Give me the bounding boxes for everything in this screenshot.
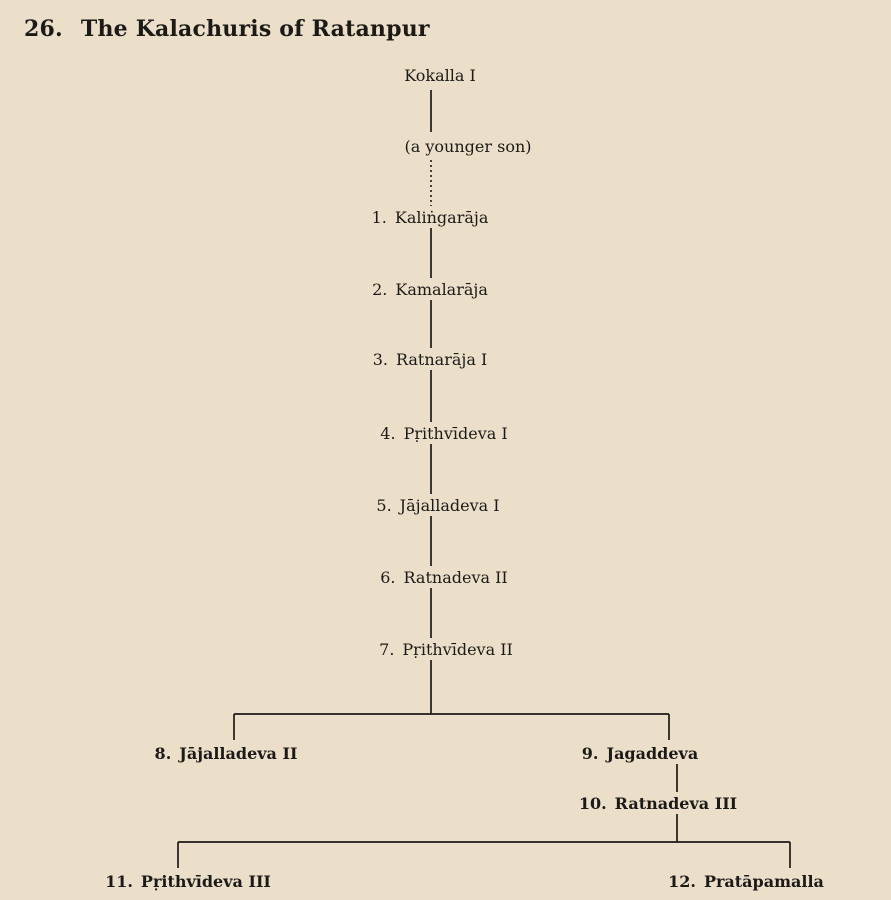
node-name: Ratnarāja I (395, 350, 488, 369)
node-name: Kokalla I (404, 66, 476, 85)
node-8-jajalladeva-ii (155, 744, 298, 764)
node-index: 7. (379, 640, 395, 659)
node-4-prithvideva-i (380, 424, 507, 444)
node-name: (a younger son) (404, 137, 532, 156)
node-7-prithvideva-ii (379, 640, 513, 660)
node-index: 6. (380, 568, 396, 587)
node-name: Jājalladeva I (399, 496, 500, 515)
node-index: 4. (380, 424, 396, 443)
node-name: Ratnadeva II (403, 568, 508, 587)
node-name: Jagaddeva (606, 744, 699, 763)
node-index: 1. (371, 208, 387, 227)
node-kokalla-i (404, 66, 476, 86)
node-index: 3. (372, 350, 388, 369)
node-name: Pṛithvīdeva I (403, 424, 508, 443)
node-name: Pṛithvīdeva II (402, 640, 513, 659)
section-number: 26. (24, 16, 63, 42)
node-index: 5. (376, 496, 392, 515)
node-name: Kaliṅgarāja (394, 208, 489, 227)
node-index: 11. (105, 872, 133, 891)
node-index: 12. (668, 872, 696, 891)
node-name: Pṛithvīdeva III (140, 872, 271, 891)
section-title: The Kalachuris of Ratanpur (80, 16, 430, 42)
node-name: Pratāpamalla (703, 872, 824, 891)
node-1-kalingaraja (372, 208, 489, 228)
node-3-ratnaraja-i (373, 350, 488, 370)
node-9-jagaddeva (582, 744, 698, 764)
node-index: 10. (578, 794, 607, 813)
node-index: 9. (581, 744, 599, 763)
node-6-ratnadeva-ii (380, 568, 508, 588)
node-2-kamalaraja (372, 280, 488, 300)
node-younger-son (405, 137, 532, 157)
node-index: 8. (154, 744, 172, 763)
node-name: Jājalladeva II (179, 744, 298, 763)
node-11-prithvideva-iii (105, 872, 271, 892)
node-name: Ratnadeva III (614, 794, 738, 813)
node-5-jajalladeva-i (376, 496, 499, 516)
node-10-ratnadeva-iii (579, 794, 737, 814)
node-12-pratapamalla (668, 872, 824, 892)
node-index: 2. (372, 280, 388, 299)
node-name: Kamalarāja (395, 280, 488, 299)
